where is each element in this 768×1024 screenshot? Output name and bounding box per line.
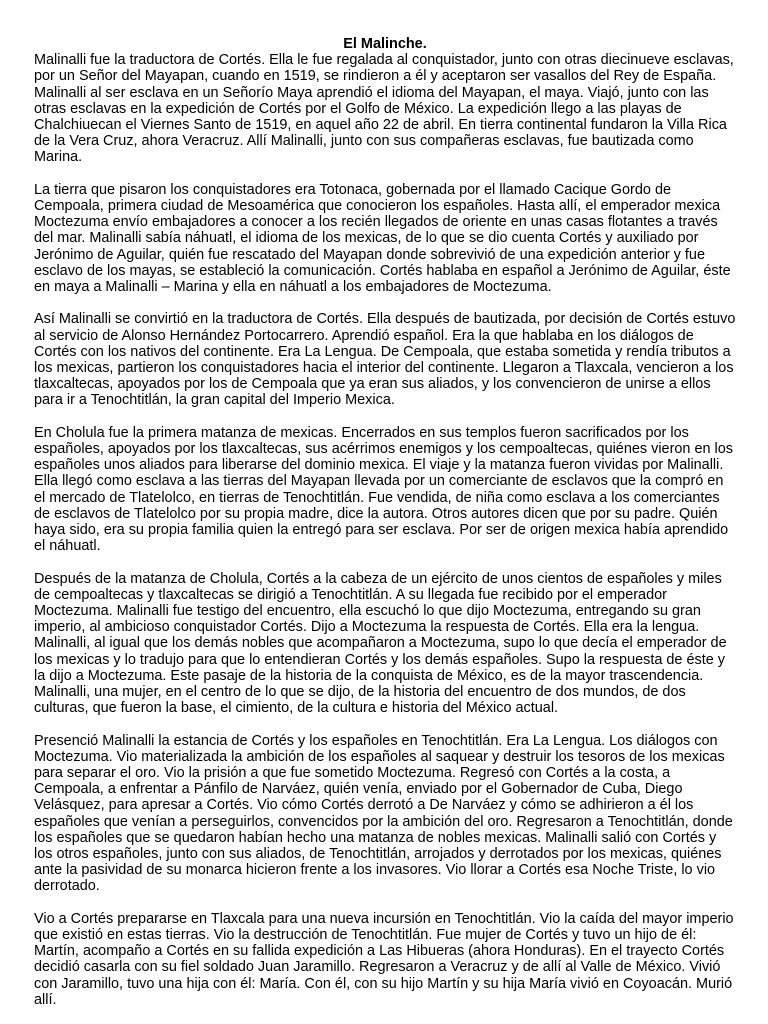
paragraph-1: Malinalli fue la traductora de Cortés. Ella le fue regalada al conquistador, junto con otras diecinueve esclavas, por un Señor del Mayapan, cuando en 1519, se rindieron a él y aceptaron ser vasallos del Rey de España. Malinalli al ser esclava en un Señorío Maya aprendió el idioma del Mayapan, el maya. Viajó, junto con las otras esclavas en la expedición de Cortés por el Golfo de México. La expedición llego a las playas de Chalchiuecan el Viernes Santo de 1519, en aquel año 22 de abril. En tierra continental fundaron la Villa Rica de la Vera Cruz, ahora Veracruz. Allí Malinalli, junto con sus compañeras esclavas, fue bautizada como Marina. — [34, 52, 734, 166]
paragraph-2: La tierra que pisaron los conquistadores era Totonaca, gobernada por el llamado Cacique Gordo de Cempoala, primera ciudad de Mesoamérica que conocieron los españoles. Hasta allí, el emperador mexica Moctezuma envío embajadores a conocer a los recién llegados de oriente en unas casas flotantes a través del mar. Malinalli sabía náhuatl, el idioma de los mexicas, de lo que se dio cuenta Cortés y auxiliado por Jerónimo de Aguilar, quién fue rescatado del Mayapan donde sobrevivió de una expedición anterior y fue esclavo de los mayas, se estableció la comunicación. Cortés hablaba en español a Jerónimo de Aguilar, éste en maya a Malinalli – Marina y ella en náhuatl a los embajadores de Moctezuma. — [34, 181, 731, 296]
document-title: El Malinche. — [343, 36, 427, 52]
paragraph-4: En Cholula fue la primera matanza de mexicas. Encerrados en sus templos fueron sacrificados por los españoles, apoyados por los tlaxcaltecas, sus acérrimos enemigos y los cempoaltecas, quiénes vieron en los españoles unos aliados para liberarse del dominio mexica. El viaje y la matanza fueron vividas por Malinalli. Ella llegó como esclava a las tierras del Mayapan llevada por un comerciante de esclavos que la compró en el mercado de Tlatelolco, en tierras de Tenochtitlán. Fue vendida, de niña como esclava a los comerciantes de esclavos de Tlatelolco por su propia madre, dice la autora. Otros autores dicen que por su padre. Quién haya sido, era su propia familia quien la entregó para ser esclava. Por ser de origen mexica había aprendido el náhuatl. — [34, 424, 733, 555]
paragraph-3: Así Malinalli se convirtió en la traductora de Cortés. Ella después de bautizada, por decisión de Cortés estuvo al servicio de Alonso Hernández Portocarrero. Aprendió español. Era la que hablaba en los diálogos de Cortés con los nativos del continente. Era La Lengua. De Cempoala, que estaba sometida y rendía tributos a los mexicas, partieron los conquistadores hacia el interior del continente. Llegaron a Tlaxcala, vencieron a los tlaxcaltecas, apoyados por los de Cempoala que ya eran sus aliados, y los convencieron de unirse a ellos para ir a Tenochtitlán, la gran capital del Imperio Mexica. — [34, 311, 736, 409]
document-page — [34, 36, 736, 1024]
paragraph-5: Después de la matanza de Cholula, Cortés a la cabeza de un ejército de unos cientos de españoles y miles de cempoaltecas y tlaxcaltecas se dirigió a Tenochtitlán. A su llegada fue recibido por el emperador Moctezuma. Malinalli fue testigo del encuentro, ella escuchó lo que dijo Moctezuma, entregando su gran imperio, al ambicioso conquistador Cortés. Dijo a Moctezuma la respuesta de Cortés. Ella era la lengua. Malinalli, al igual que los demás nobles que acompañaron a Moctezuma, supo lo que decía el emperador de los mexicas y lo tradujo para que lo entendieran Cortés y los demás españoles. Supo la respuesta de éste y la dijo a Moctezuma. Este pasaje de la historia de la conquista de México, es de la mayor trascendencia. Malinalli, una mujer, en el centro de lo que se dijo, de la historia del encuentro de dos mundos, de dos culturas, que fueron la base, el cimiento, de la cultura e historia del México actual. — [34, 570, 727, 717]
paragraph-7: Vio a Cortés prepararse en Tlaxcala para una nueva incursión en Tenochtitlán. Vio la caída del mayor imperio que existió en estas tierras. Vio la destrucción de Tenochtitlán. Fue mujer de Cortés y tuvo un hijo de él: Martín, acompaño a Cortés en su fallida expedición a Las Hibueras (ahora Honduras). En el trayecto Cortés decidió casarla con su fiel soldado Juan Jaramillo. Regresaron a Veracruz y de allí al Valle de México. Vivió con Jaramillo, tuvo una hija con él: María. Con él, con su hijo Martín y su hija María vivió en Coyoacán. Murió allí. — [34, 910, 734, 1008]
paragraph-6: Presenció Malinalli la estancia de Cortés y los españoles en Tenochtitlán. Era La Lengua. Los diálogos con Moctezuma. Vio materializada la ambición de los españoles al saquear y destruir los tesoros de los mexicas para separar el oro. Vio la prisión a que fue sometido Moctezuma. Regresó con Cortés a la costa, a Cempoala, a enfrentar a Pánfilo de Narváez, quién venía, enviado por el Gobernador de Cuba, Diego Velásquez, para apresar a Cortés. Vio cómo Cortés derrotó a De Narváez y cómo se adhirieron a él los españoles que venían a perseguirlos, convencidos por la ambición del oro. Regresaron a Tenochtitlán, donde los españoles que se quedaron habían hecho una matanza de nobles mexicas. Malinalli salió con Cortés y los otros españoles, junto con sus aliados, de Tenochtitlán, arrojados y derrotados por los mexicas, quiénes ante la pasividad de su monarca hicieron frente a los invasores. Vio llorar a Cortés esa Noche Triste, lo vio derrotado. — [34, 732, 733, 895]
